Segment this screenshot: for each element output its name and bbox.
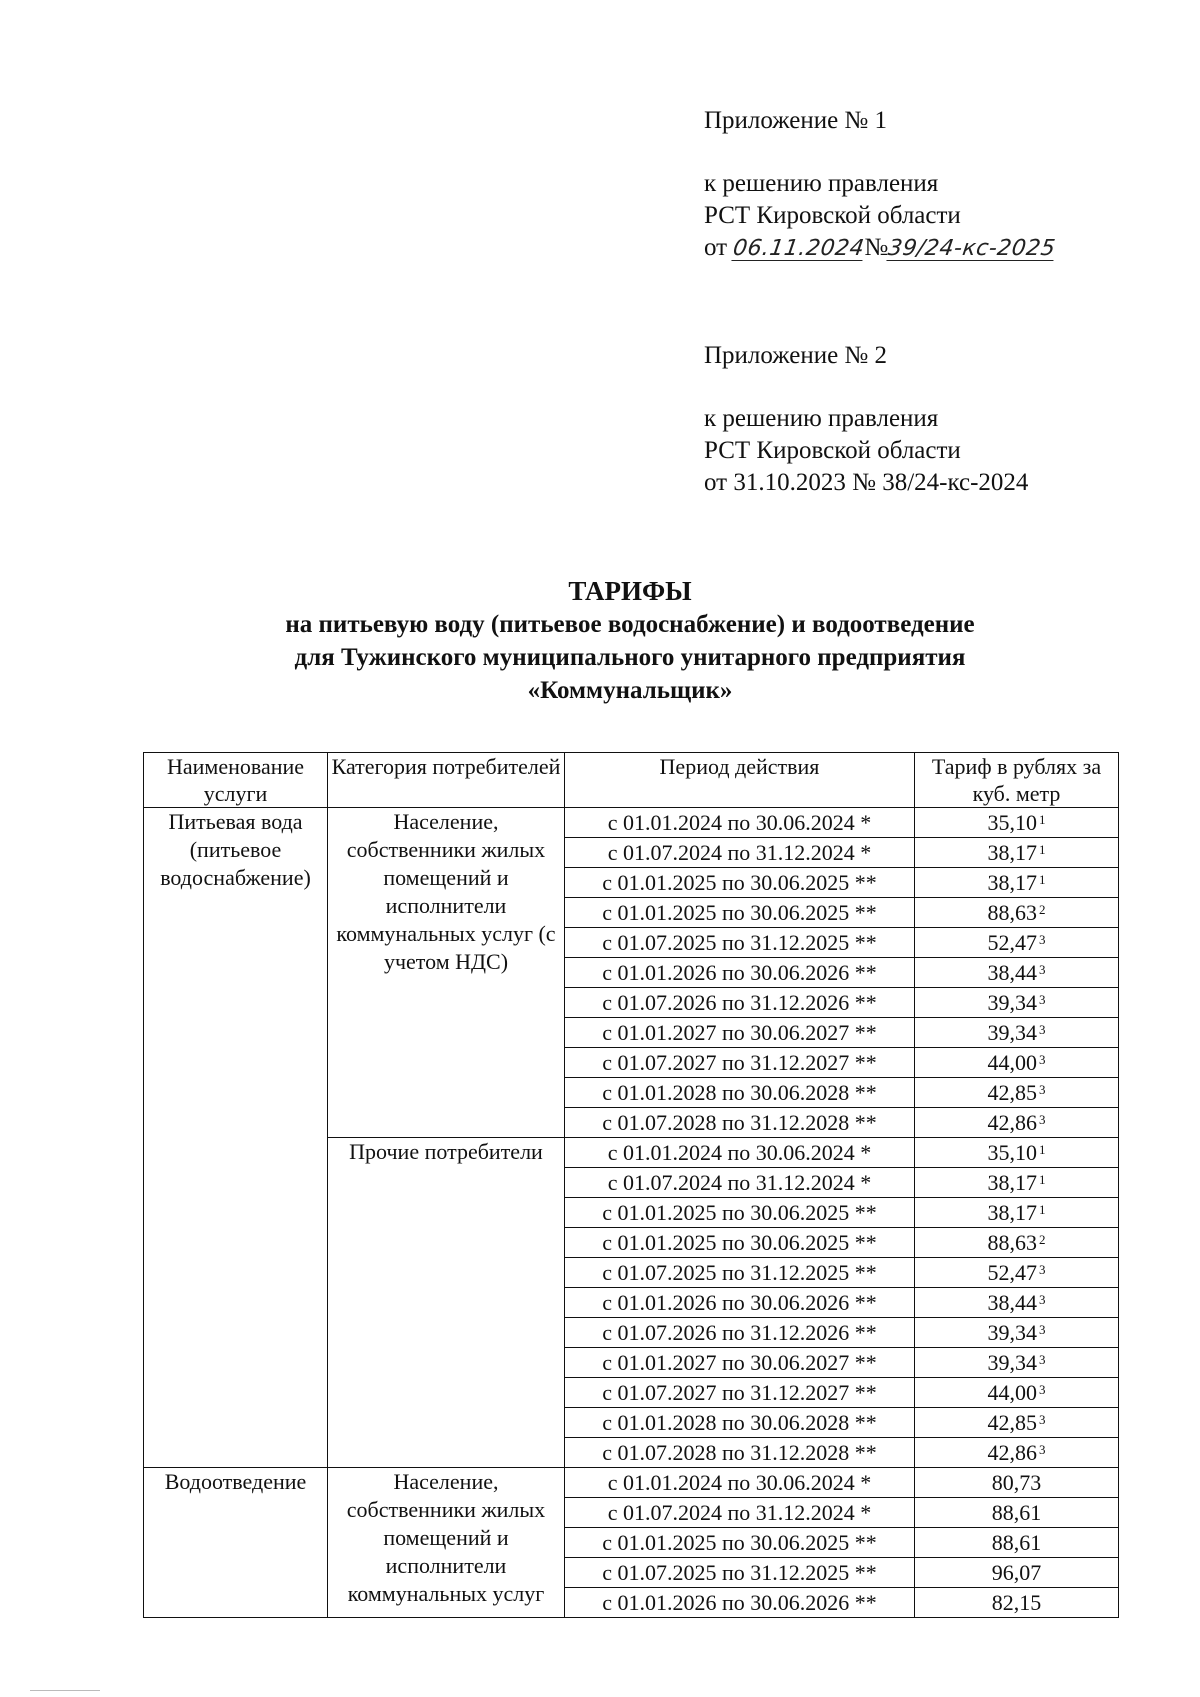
tariff-cell [915, 1198, 1119, 1228]
footnote-marker: 3 [1039, 932, 1046, 947]
footnote-marker: 3 [1039, 1412, 1046, 1427]
footnote-marker: 2 [1039, 1232, 1046, 1247]
tariff-value: 38,17 [987, 1170, 1037, 1195]
period-cell: с 01.01.2024 по 30.06.2024 * [565, 808, 915, 838]
tariff-cell [915, 808, 1119, 838]
period-cell: с 01.01.2028 по 30.06.2028 ** [565, 1078, 915, 1108]
footnote-marker: 3 [1039, 1322, 1046, 1337]
tariff-value: 88,63 [987, 900, 1037, 925]
tariff-cell [915, 1078, 1119, 1108]
tariff-cell [915, 1468, 1119, 1498]
tariff-cell [915, 988, 1119, 1018]
title-line2: на питьевую воду (питьевое водоснабжение) и водоотведение [285, 611, 975, 638]
tariff-cell [915, 1528, 1119, 1558]
period-cell: с 01.01.2024 по 30.06.2024 * [565, 1468, 915, 1498]
period-cell: с 01.07.2025 по 31.12.2025 ** [565, 928, 915, 958]
tariff-cell [915, 1108, 1119, 1138]
tariff-cell [915, 1288, 1119, 1318]
period-cell: с 01.07.2026 по 31.12.2026 ** [565, 1318, 915, 1348]
period-cell: с 01.07.2028 по 31.12.2028 ** [565, 1438, 915, 1468]
tariff-value: 52,47 [987, 930, 1037, 955]
period-cell: с 01.07.2026 по 31.12.2026 ** [565, 988, 915, 1018]
period-cell: с 01.07.2025 по 31.12.2025 ** [565, 1258, 915, 1288]
tariff-value: 42,86 [987, 1440, 1037, 1465]
tariff-value: 96,07 [991, 1560, 1042, 1585]
period-cell: с 01.01.2026 по 30.06.2026 ** [565, 1288, 915, 1318]
tariff-cell [915, 1138, 1119, 1168]
tariff-cell [915, 1588, 1119, 1618]
appendix-1-header [704, 105, 1058, 264]
tariff-value: 39,34 [987, 1350, 1037, 1375]
tariff-value: 88,61 [991, 1530, 1042, 1555]
period-cell: с 01.07.2024 по 31.12.2024 * [565, 838, 915, 868]
header-period: Период действия [565, 753, 915, 808]
period-cell: с 01.07.2028 по 31.12.2028 ** [565, 1108, 915, 1138]
title-line4: «Коммунальщик» [527, 677, 733, 704]
period-cell: с 01.01.2026 по 30.06.2026 ** [565, 958, 915, 988]
footnote-marker: 1 [1039, 872, 1046, 887]
tariff-cell [915, 838, 1119, 868]
tariff-cell [915, 1318, 1119, 1348]
period-cell: с 01.01.2025 по 30.06.2025 ** [565, 898, 915, 928]
table-body [144, 808, 1119, 1618]
tariff-cell [915, 868, 1119, 898]
tariff-value: 52,47 [987, 1260, 1037, 1285]
tariff-cell [915, 1228, 1119, 1258]
footnote-marker: 3 [1039, 1292, 1046, 1307]
tariff-value: 44,00 [987, 1050, 1037, 1075]
scan-artifact [30, 1690, 100, 1691]
period-cell: с 01.01.2025 по 30.06.2025 ** [565, 868, 915, 898]
handwritten-date: 06.11.2024 [731, 236, 867, 261]
footnote-marker: 1 [1039, 1172, 1046, 1187]
appendix-2-line3: от 31.10.2023 № 38/24-кс-2024 [704, 469, 1029, 496]
category-cell: Население, собственники жилых помещений и исполнители коммунальных услуг (с учетом НДС) [328, 808, 565, 1138]
tariff-table [143, 752, 1119, 1618]
period-cell: с 01.01.2025 по 30.06.2025 ** [565, 1198, 915, 1228]
tariff-cell [915, 1018, 1119, 1048]
footnote-marker: 3 [1039, 1112, 1046, 1127]
document-title [0, 575, 1200, 707]
number-sign: № [864, 234, 889, 261]
tariff-value: 42,85 [987, 1410, 1037, 1435]
appendix-2-line2: РСТ Кировской области [704, 437, 961, 464]
tariff-value: 39,34 [987, 1320, 1037, 1345]
period-cell: с 01.07.2025 по 31.12.2025 ** [565, 1558, 915, 1588]
tariff-value: 35,10 [987, 1140, 1037, 1165]
footnote-marker: 1 [1039, 812, 1046, 827]
category-cell: Население, собственники жилых помещений и исполнители коммунальных услуг [328, 1468, 565, 1618]
tariff-cell [915, 958, 1119, 988]
tariff-value: 39,34 [987, 990, 1037, 1015]
tariff-value: 42,86 [987, 1110, 1037, 1135]
tariff-cell [915, 1498, 1119, 1528]
tariff-value: 44,00 [987, 1380, 1037, 1405]
tariff-value: 38,17 [987, 840, 1037, 865]
tariff-cell [915, 1408, 1119, 1438]
footnote-marker: 3 [1039, 1082, 1046, 1097]
header-service: Наименование услуги [144, 753, 328, 808]
tariff-value: 88,61 [991, 1500, 1042, 1525]
footnote-marker: 2 [1039, 902, 1046, 917]
tariff-cell [915, 1168, 1119, 1198]
tariff-cell [915, 1258, 1119, 1288]
appendix-1-prefix: от [704, 234, 734, 261]
tariff-value: 38,44 [987, 960, 1037, 985]
footnote-marker: 3 [1039, 1052, 1046, 1067]
tariff-value: 39,34 [987, 1020, 1037, 1045]
tariff-cell [915, 1438, 1119, 1468]
header-category: Категория потребителей [328, 753, 565, 808]
tariff-cell [915, 1558, 1119, 1588]
period-cell: с 01.07.2024 по 31.12.2024 * [565, 1498, 915, 1528]
title-main: ТАРИФЫ [568, 576, 692, 606]
period-cell: с 01.01.2026 по 30.06.2026 ** [565, 1588, 915, 1618]
table-header-row [144, 753, 1119, 808]
tariff-cell [915, 928, 1119, 958]
period-cell: с 01.01.2027 по 30.06.2027 ** [565, 1018, 915, 1048]
tariff-value: 88,63 [987, 1230, 1037, 1255]
category-cell: Прочие потребители [328, 1138, 565, 1468]
table-row [144, 808, 1119, 838]
period-cell: с 01.01.2025 по 30.06.2025 ** [565, 1528, 915, 1558]
tariff-cell [915, 1378, 1119, 1408]
tariff-cell [915, 1348, 1119, 1378]
period-cell: с 01.07.2027 по 31.12.2027 ** [565, 1378, 915, 1408]
tariff-value: 38,44 [987, 1290, 1037, 1315]
tariff-value: 38,17 [987, 1200, 1037, 1225]
handwritten-number: 39/24-кс-2025 [886, 236, 1058, 261]
appendix-1-date-line [704, 232, 1058, 264]
period-cell: с 01.01.2028 по 30.06.2028 ** [565, 1408, 915, 1438]
appendix-2-header [704, 340, 1028, 499]
tariff-value: 42,85 [987, 1080, 1037, 1105]
appendix-2-title: Приложение № 2 [704, 342, 888, 369]
header-tariff: Тариф в рублях за куб. метр [915, 753, 1119, 808]
service-cell: Водоотведение [144, 1468, 328, 1618]
tariff-cell [915, 1048, 1119, 1078]
table-row [144, 1468, 1119, 1498]
footnote-marker: 1 [1039, 1202, 1046, 1217]
appendix-1-line2: РСТ Кировской области [704, 202, 961, 229]
tariff-cell [915, 898, 1119, 928]
period-cell: с 01.07.2027 по 31.12.2027 ** [565, 1048, 915, 1078]
tariff-value: 38,17 [987, 870, 1037, 895]
footnote-marker: 3 [1039, 1262, 1046, 1277]
footnote-marker: 3 [1039, 1022, 1046, 1037]
period-cell: с 01.01.2025 по 30.06.2025 ** [565, 1228, 915, 1258]
period-cell: с 01.07.2024 по 31.12.2024 * [565, 1168, 915, 1198]
tariff-value: 82,15 [991, 1590, 1042, 1615]
footnote-marker: 3 [1039, 962, 1046, 977]
tariff-value: 80,73 [991, 1470, 1042, 1495]
title-line3: для Тужинского муниципального унитарного предприятия [294, 644, 966, 671]
footnote-marker: 1 [1039, 1142, 1046, 1157]
footnote-marker: 3 [1039, 1352, 1046, 1367]
footnote-marker: 1 [1039, 842, 1046, 857]
tariff-value: 35,10 [987, 810, 1037, 835]
appendix-1-line1: к решению правления [704, 170, 939, 197]
footnote-marker: 3 [1039, 1442, 1046, 1457]
service-cell: Питьевая вода (питьевое водоснабжение) [144, 808, 328, 1468]
appendix-1-title: Приложение № 1 [704, 107, 888, 134]
period-cell: с 01.01.2027 по 30.06.2027 ** [565, 1348, 915, 1378]
period-cell: с 01.01.2024 по 30.06.2024 * [565, 1138, 915, 1168]
footnote-marker: 3 [1039, 1382, 1046, 1397]
footnote-marker: 3 [1039, 992, 1046, 1007]
appendix-2-line1: к решению правления [704, 405, 939, 432]
